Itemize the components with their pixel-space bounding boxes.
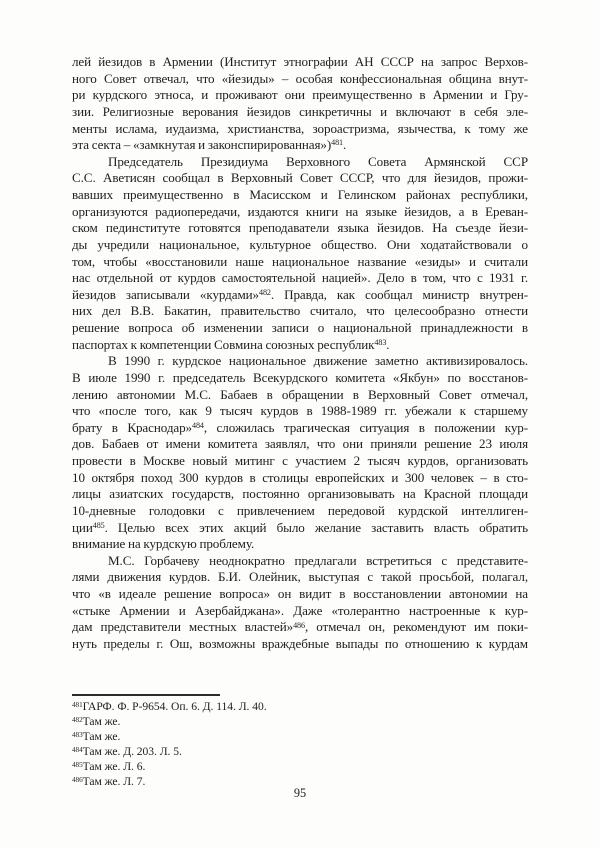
footnote-ref: 485 [92,520,105,530]
text-line: ды учредили национальное, культурное общество. Они ходатайствовали о [72,236,528,252]
footnote-item: $^{481}$ГАРФ. Ф. Р-9654. Оп. 6. Д. 114. Л. 40. [72,700,267,713]
paragraph [72,54,528,154]
text-line: зии. Религиозные верования йезидов синкретичны и включают в себя эле- [72,103,528,119]
text-line: нас отдельной от курдов самостоятельной нацией». Дело в том, что с 1931 г. [72,270,528,286]
text-line: провести в Москве новый митинг с участием 2 тысяч курдов, организовать [72,453,528,468]
footnote-number: 486 [72,776,83,785]
text-line: ного Совет отвечал, что «йезиды» – особая конфессиональная община внут- [72,70,528,86]
footnote-item: $^{486}$Там же. Л. 7. [72,775,146,788]
text-line: дов. Бабаев от имени комитета заявлял, что они приняли решение 23 июля [72,436,528,452]
footnote-ref: 486 [293,620,305,630]
text-line: ции$^{485}$. Целью всех этих акций было желание заставить власть обратить [72,519,528,535]
text-line: В 1990 г. курдское национальное движение заметно активизировалось. [108,353,528,369]
footnote-item: $^{482}$Там же. [72,715,121,728]
footnote-number: 482 [72,716,83,725]
text-line: В июле 1990 г. председатель Всекурдского комитета «Якбун» по восстанов- [72,369,528,385]
body-text [72,54,528,653]
text-line: лей йезидов в Армении (Институт этнографии АН СССР на запрос Верхов- [72,54,528,69]
paragraph [72,154,528,354]
text-line: нуть пределы г. Ош, возможны враждебные выпады по отношению к курдам [72,635,528,651]
text-line: что «в идеале решение вопроса» он видит в восстановлении автономии на [72,586,528,601]
text-line: Председатель Президиума Верховного Совета Армянской ССР [108,153,528,169]
footnotes [72,699,528,789]
text-line: брату в Краснодар»$^{484}$, сложилась трагическая ситуация в положении кур- [72,419,528,435]
footnote-item: $^{483}$Там же. [72,730,121,743]
text-line: внимание на курдскую проблему. [72,536,255,552]
footnote-ref: 482 [258,288,271,298]
text-line: что «после того, как 9 тысяч курдов в 1988-1989 гг. убежали к старшему [72,403,528,419]
text-line: организуются радиопередачи, издаются книги на языке йезидов, а в Ереван- [72,203,528,219]
text-line: них дел В.В. Бакатин, правительство считало, что целесообразно отнести [72,303,528,319]
footnote-ref: 481 [331,138,344,148]
text-line: паспортах к компетенции Совмина союзных республик$^{483}$. [72,336,390,352]
footnote-ref: 483 [374,337,387,347]
footnote-ref: 484 [192,421,204,431]
text-line: С.С. Аветисян сообщал в Верховный Совет СССР, что для йезидов, прожи- [72,170,528,186]
text-line: менты ислама, иудаизма, христианства, зороастризма, язычества, к тому же [72,120,528,136]
footnote-number: 485 [72,761,83,770]
text-line: лицы азиатских государств, постоянно организовывать на Красной площади [72,486,528,502]
footnote-number: 484 [72,746,83,755]
text-line: йезидов записывали «курдами»$^{482}$. Правда, как сообщал министр внутрен- [72,286,528,302]
text-line: вавших преимущественно в Масисском и Гелинском районах республики, [72,187,528,202]
text-line: М.С. Горбачеву неоднократно предлагали встретиться с представите- [108,552,528,568]
footnote-item: $^{485}$Там же. Л. 6. [72,760,146,773]
text-line: дам представители местных властей»$^{486}$, отмечал он, рекомендуют им поки- [72,619,529,635]
text-line: лями движения курдов. Б.И. Олейник, выступая с такой просьбой, полагал, [72,569,528,585]
text-line: решение вопроса об изменении записи о национальной принадлежности в [72,320,528,335]
text-line: том, чтобы «восстановили наше национальное название «езиды» и считали [72,253,528,269]
page-number: 95 [293,786,307,800]
text-line: ском пединституте готовятся преподаватели языка йезидов. На съезде йези- [72,220,528,236]
text-line: «стыке Армении и Азербайджана». Даже «толерантно настроенные к кур- [72,602,528,618]
text-line: ри курдского этноса, и проживают они преимущественно в Армении и Гру- [72,87,528,103]
text-line: 10-дневные голодовки с привлечением передовой курдской интеллиген- [72,502,528,518]
footnote-number: 483 [72,731,83,740]
text-line: 10 октября поход 300 курдов в столицы европейских и 300 человек – в сто- [72,469,528,485]
paragraph [72,553,528,653]
text-line: лению автономии М.С. Бабаев в обращении в Верховный Совет отмечал, [72,386,528,402]
footnote-item: $^{484}$Там же. Д. 203. Л. 5. [72,745,182,758]
text-line: эта секта – «замкнутая и законспирированная»)$^{481}$. [72,137,347,153]
footnote-separator [72,694,220,696]
footnote-number: 481 [72,701,83,710]
paragraph [72,353,528,553]
